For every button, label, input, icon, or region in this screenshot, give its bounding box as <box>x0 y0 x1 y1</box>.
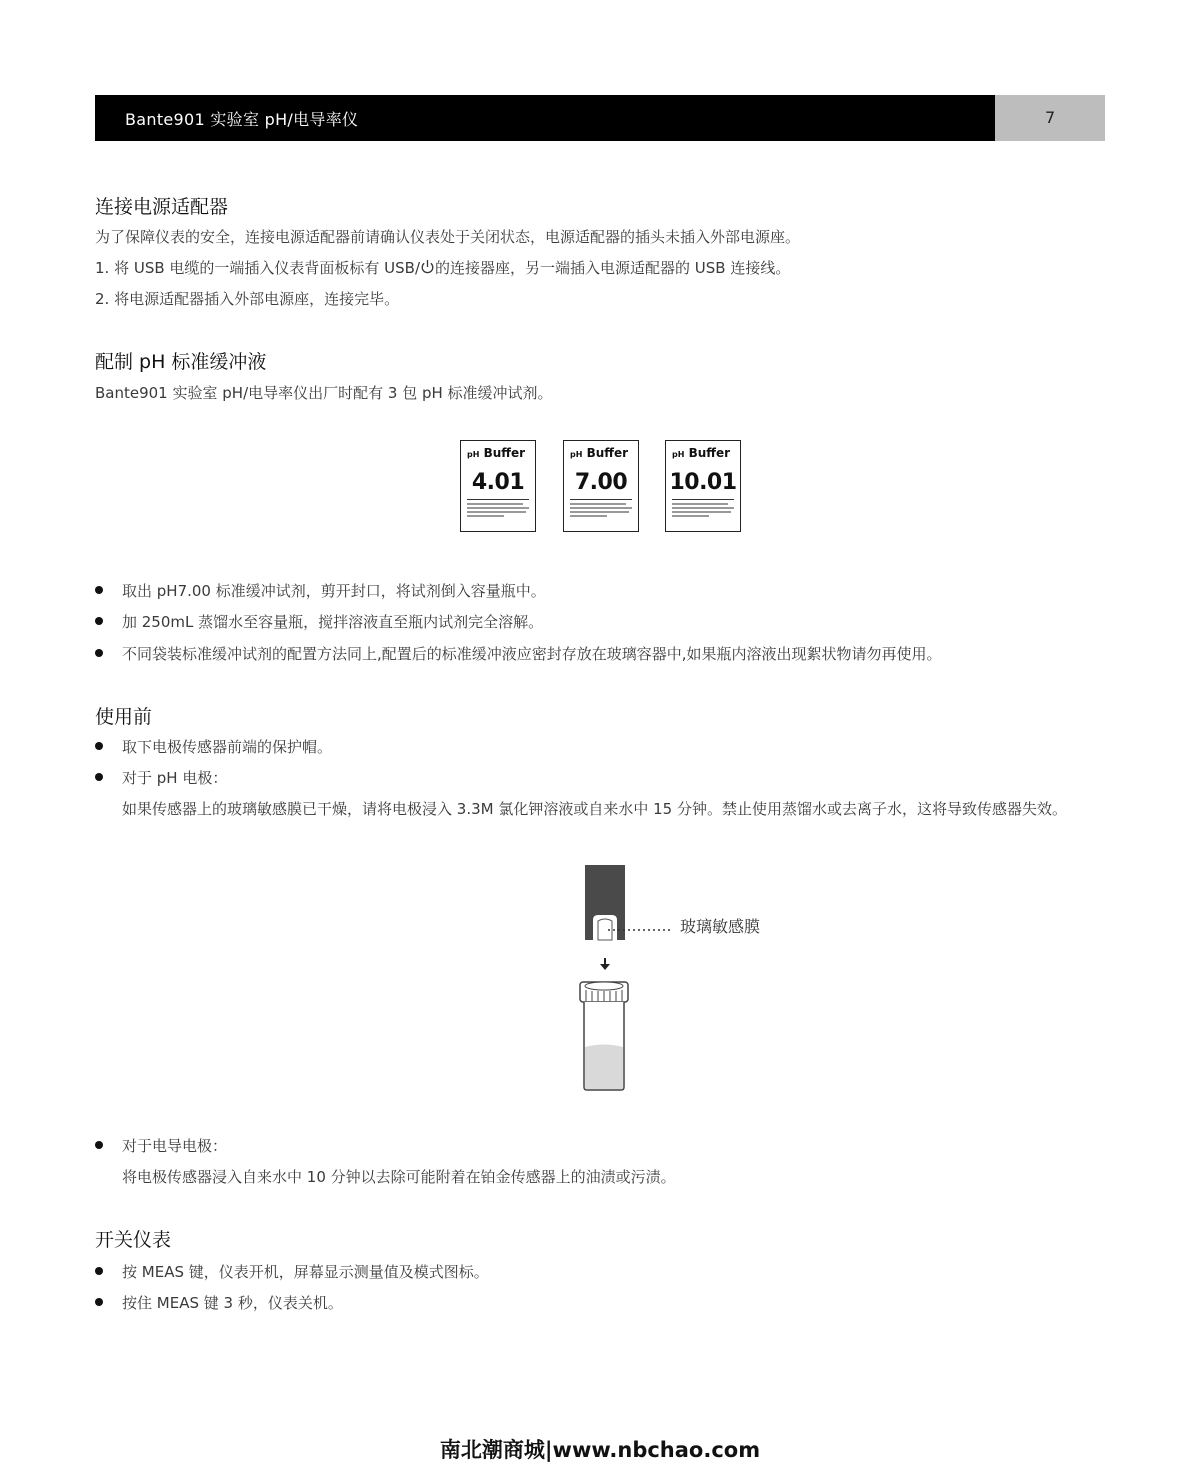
before-bullet-2: 对于 pH 电极： <box>95 767 227 788</box>
buffer-card-brand: pH Buffer <box>467 446 526 460</box>
buffer-card-divider <box>672 499 734 500</box>
bullet-dot <box>95 586 103 594</box>
ph-electrode-text: 如果传感器上的玻璃敏感膜已干燥，请将电极浸入 3.3M 氯化钾溶液或自来水中 15 分钟。禁止使用蒸馏水或去离子水，这将导致传感器失效。 <box>122 800 1067 818</box>
electrode-figure <box>575 865 785 1095</box>
bullet-dot <box>95 773 103 781</box>
power-step-1-part-a: 1. 将 USB 电缆的一端插入仪表背面板标有 USB/ <box>95 259 421 277</box>
buffer-card-subtitle <box>666 462 740 467</box>
power-step-2: 2. 将电源适配器插入外部电源座，连接完毕。 <box>95 290 400 308</box>
buffer-card-divider <box>570 499 632 500</box>
buffer-card-brand: pH Buffer <box>570 446 629 460</box>
page-number: 7 <box>1045 108 1056 127</box>
buffer-bullet-3: 不同袋装标准缓冲试剂的配置方法同上,配置后的标准缓冲液应密封存放在玻璃容器中,如果瓶内溶液出现絮状物请勿再使用。 <box>95 643 942 664</box>
conductivity-electrode-text: 将电极传感器浸入自来水中 10 分钟以去除可能附着在铂金传感器上的油渍或污渍。 <box>122 1168 676 1186</box>
section-title-buffer: 配制 pH 标准缓冲液 <box>95 351 267 373</box>
buffer-bullet-2: 加 250mL 蒸馏水至容量瓶，搅拌溶液直至瓶内试剂完全溶解。 <box>95 611 543 632</box>
header-title: Bante901 实验室 pH/电导率仪 <box>125 110 359 129</box>
footer-watermark: 南北潮商城|www.nbchao.com <box>439 1438 761 1462</box>
bullet-dot <box>95 1267 103 1275</box>
buffer-card-fine-print <box>672 503 734 525</box>
section-title-before-use: 使用前 <box>95 706 153 728</box>
power-intro: 为了保障仪表的安全，连接电源适配器前请确认仪表处于关闭状态，电源适配器的插头未插入外部电源座。 <box>95 228 801 246</box>
buffer-card-700 <box>563 440 639 532</box>
before-bullet-3: 对于电导电极： <box>95 1135 227 1156</box>
page-number-box <box>995 95 1105 141</box>
power-step-1 <box>95 257 790 279</box>
buffer-card-fine-print <box>570 503 632 525</box>
buffer-card-subtitle <box>461 462 535 467</box>
buffer-card-value: 7.00 <box>574 470 628 495</box>
bullet-dot <box>95 617 103 625</box>
buffer-packets <box>460 440 750 532</box>
onoff-bullet-2: 按住 MEAS 键 3 秒，仪表关机。 <box>95 1292 343 1313</box>
buffer-card-1001 <box>665 440 741 532</box>
bullet-dot <box>95 1141 103 1149</box>
bullet-dot <box>95 742 103 750</box>
buffer-card-fine-print <box>467 503 529 525</box>
buffer-card-divider <box>467 499 529 500</box>
buffer-card-subtitle <box>564 462 638 467</box>
header-bar <box>95 95 995 141</box>
section-title-on-off: 开关仪表 <box>95 1229 172 1251</box>
before-bullet-1: 取下电极传感器前端的保护帽。 <box>95 736 332 757</box>
buffer-card-brand: pH Buffer <box>672 446 731 460</box>
power-icon <box>420 259 435 275</box>
buffer-card-value: 10.01 <box>669 470 737 495</box>
buffer-intro: Bante901 实验室 pH/电导率仪出厂时配有 3 包 pH 标准缓冲试剂。 <box>95 384 553 402</box>
buffer-card-401 <box>460 440 536 532</box>
bullet-dot <box>95 649 103 657</box>
power-step-1-part-b: 的连接器座，另一端插入电源适配器的 USB 连接线。 <box>435 259 791 277</box>
onoff-bullet-1: 按 MEAS 键，仪表开机，屏幕显示测量值及模式图标。 <box>95 1261 489 1282</box>
glass-membrane-label: 玻璃敏感膜 <box>680 917 761 936</box>
buffer-bullet-1: 取出 pH7.00 标准缓冲试剂，剪开封口，将试剂倒入容量瓶中。 <box>95 580 546 601</box>
section-title-power: 连接电源适配器 <box>95 196 229 218</box>
bullet-dot <box>95 1298 103 1306</box>
buffer-card-value: 4.01 <box>471 470 525 495</box>
